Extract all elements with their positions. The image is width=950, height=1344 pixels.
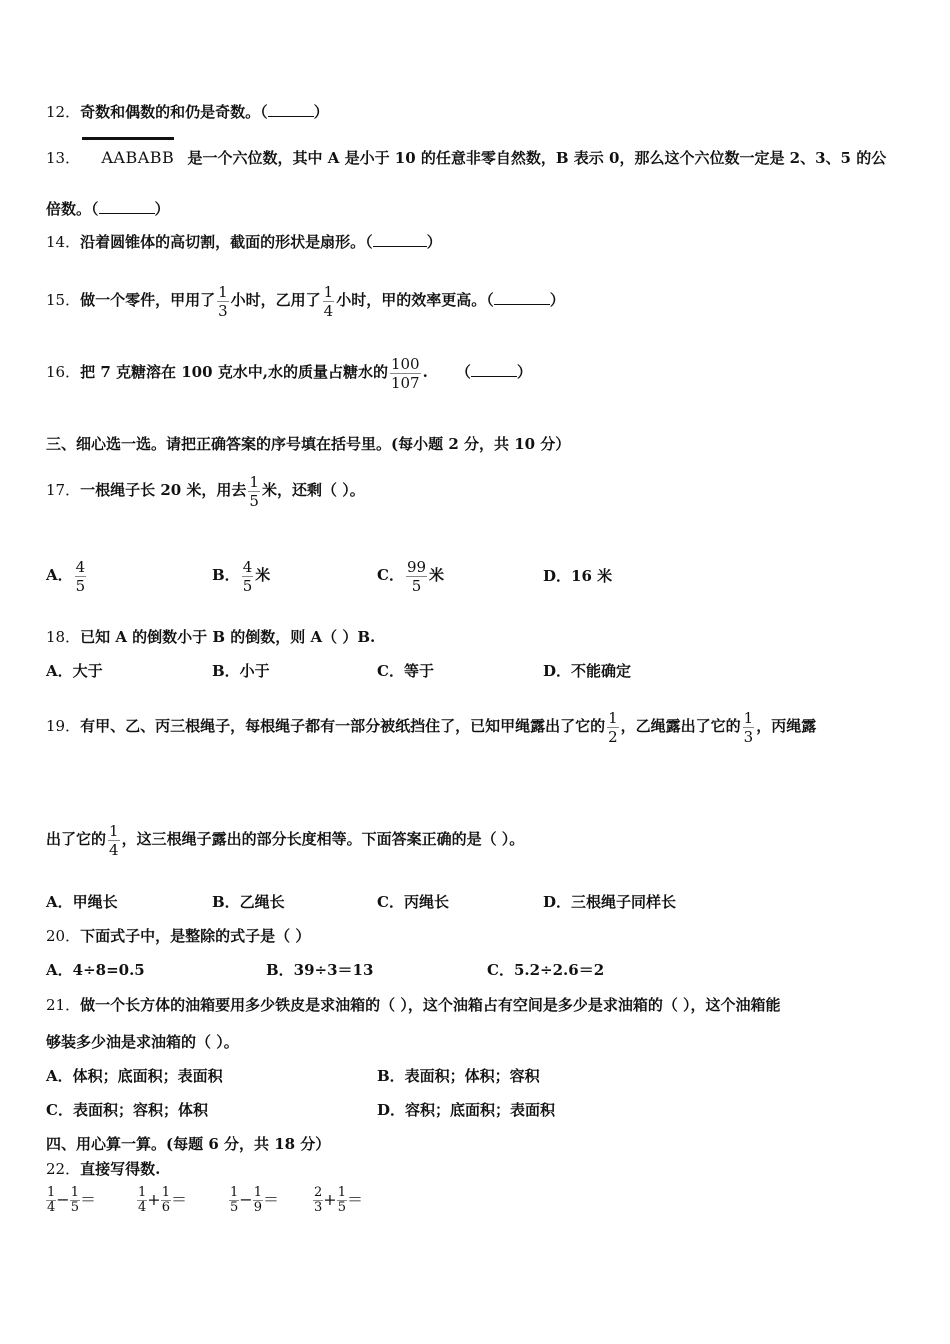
- option-21-c[interactable]: C．表面积；容积；体积: [46, 1101, 208, 1119]
- question-16: [46, 352, 532, 392]
- fraction: $\frac{1}{2}$: [608, 708, 618, 746]
- question-number: 13．: [46, 149, 81, 167]
- option-19-d[interactable]: D．三根绳子同样长: [543, 893, 677, 911]
- fraction: $\frac{1}{3}$: [218, 282, 228, 320]
- option-18-a[interactable]: A．大于: [46, 662, 103, 680]
- option-20-c[interactable]: C．5.2÷2.6＝2: [487, 961, 605, 979]
- question-text: 有甲、乙、丙三根绳子，每根绳子都有一部分被纸挡住了，已知甲绳露出了它的: [80, 717, 606, 735]
- option-18-b[interactable]: B．小于: [212, 662, 270, 680]
- question-14: [46, 232, 442, 252]
- question-15: [46, 280, 565, 320]
- question-text: .: [422, 363, 428, 381]
- section-3-heading: 三、细心选一选。请把正确答案的序号填在括号里。(每小题 2 分，共 10 分）: [46, 435, 571, 453]
- question-number: 21．: [46, 996, 81, 1014]
- question-21-line2: 够装多少油是求油箱的（ ）。: [46, 1033, 239, 1051]
- question-number: 17．: [46, 481, 81, 499]
- question-number: 12．: [46, 103, 81, 121]
- question-text: 小时，甲的效率更高。（: [336, 291, 494, 309]
- question-21: [46, 995, 781, 1015]
- question-number: 20．: [46, 927, 81, 945]
- fraction: $\frac{1}{4}$: [109, 821, 119, 859]
- overline-bar: [82, 137, 174, 140]
- answer-blank[interactable]: [494, 290, 550, 305]
- option-18-d[interactable]: D．不能确定: [543, 662, 632, 680]
- number-pattern: AABABB: [101, 148, 175, 167]
- option-17-c[interactable]: C． $\frac{99}{5}$ 米: [377, 557, 445, 595]
- question-19: [46, 702, 816, 750]
- question-13-line2: [46, 199, 170, 219]
- question-number: 15．: [46, 291, 81, 309]
- calc-item-1: $\frac{1}{4}$ − $\frac{1}{5}$ ＝: [47, 1185, 96, 1215]
- question-18: [46, 627, 375, 647]
- question-number: 18．: [46, 628, 81, 646]
- option-20-b[interactable]: B．39÷3＝13: [266, 961, 374, 979]
- close-paren: ）: [154, 200, 170, 218]
- question-number: 16．: [46, 363, 81, 381]
- option-20-a[interactable]: A．4÷8=0.5: [46, 961, 145, 979]
- option-17-b[interactable]: B． $\frac{4}{5}$ 米: [212, 557, 271, 595]
- question-13: [46, 148, 886, 168]
- question-text: ，这三根绳子露出的部分长度相等。下面答案正确的是（ ）。: [121, 830, 525, 848]
- question-text: 奇数和偶数的和仍是奇数。（: [80, 103, 268, 121]
- question-22: [46, 1159, 160, 1179]
- answer-blank[interactable]: [471, 362, 517, 377]
- fraction: $\frac{1}{4}$: [323, 282, 334, 320]
- calc-item-2: $\frac{1}{4}$ + $\frac{1}{6}$ ＝: [138, 1185, 187, 1215]
- calc-item-4: $\frac{2}{3}$ + $\frac{1}{5}$ ＝: [314, 1185, 363, 1215]
- section-4-heading: 四、用心算一算。(每题 6 分，共 18 分）: [46, 1135, 331, 1153]
- question-text: 直接写得数.: [80, 1160, 161, 1178]
- option-19-b[interactable]: B．乙绳长: [212, 893, 285, 911]
- question-number: 14．: [46, 233, 81, 251]
- question-text: 是一个六位数，其中 A 是小于 10 的任意非零自然数，B 表示 0，那么这个六位数一定是 2、3、5 的公: [187, 149, 887, 167]
- question-text: 下面式子中，是整除的式子是（ ）: [80, 927, 311, 945]
- option-21-a[interactable]: A．体积；底面积；表面积: [46, 1067, 223, 1085]
- question-19-line2: [46, 815, 524, 863]
- close-paren: ）: [549, 291, 565, 309]
- question-text-line2: 倍数。（: [46, 200, 99, 218]
- close-paren: ）: [516, 363, 532, 381]
- fraction: $\frac{99}{5}$: [406, 557, 427, 595]
- option-21-d[interactable]: D．容积；底面积；表面积: [377, 1101, 556, 1119]
- fraction: $\frac{1}{3}$: [743, 708, 754, 746]
- question-number: 22．: [46, 1160, 81, 1178]
- question-text: ，丙绳露: [756, 717, 817, 735]
- close-paren: ）: [313, 103, 329, 121]
- question-text: 出了它的: [46, 830, 107, 848]
- answer-blank[interactable]: [268, 102, 314, 117]
- option-19-c[interactable]: C．丙绳长: [377, 893, 449, 911]
- option-17-a[interactable]: A． $\frac{4}{5}$: [46, 557, 86, 595]
- question-12: [46, 102, 329, 122]
- question-text: 做一个零件，甲用了: [80, 291, 216, 309]
- fraction: $\frac{1}{5}$: [249, 472, 259, 510]
- option-17-d[interactable]: D．16 米: [543, 567, 613, 585]
- question-text: 一根绳子长 20 米，用去: [80, 481, 247, 499]
- question-text: ，乙绳露出了它的: [620, 717, 741, 735]
- question-number: 19．: [46, 717, 81, 735]
- close-paren: ）: [426, 233, 442, 251]
- question-text: 把 7 克糖溶在 100 克水中,水的质量占糖水的: [80, 363, 388, 381]
- question-text: 米，还剩（ ）。: [261, 481, 365, 499]
- option-19-a[interactable]: A．甲绳长: [46, 893, 118, 911]
- option-18-c[interactable]: C．等于: [377, 662, 434, 680]
- question-20: [46, 926, 310, 946]
- fraction: $\frac{4}{5}$: [242, 557, 253, 595]
- answer-blank[interactable]: [373, 232, 427, 247]
- question-text: 已知 A 的倒数小于 B 的倒数，则 A（ ）B.: [80, 628, 376, 646]
- question-text: 小时，乙用了: [230, 291, 321, 309]
- calc-item-3: $\frac{1}{5}$ − $\frac{1}{9}$ ＝: [230, 1185, 279, 1215]
- fraction: $\frac{4}{5}$: [75, 557, 86, 595]
- fraction: $\frac{100}{107}$: [390, 354, 420, 392]
- question-text: 做一个长方体的油箱要用多少铁皮是求油箱的（ ），这个油箱占有空间是多少是求油箱的（ ），这个油箱能: [80, 996, 781, 1014]
- open-paren: （: [455, 363, 471, 381]
- answer-blank[interactable]: [99, 199, 155, 214]
- option-21-b[interactable]: B．表面积；体积；容积: [377, 1067, 540, 1085]
- question-17: [46, 470, 365, 510]
- question-text: 沿着圆锥体的高切割，截面的形状是扇形。（: [80, 233, 373, 251]
